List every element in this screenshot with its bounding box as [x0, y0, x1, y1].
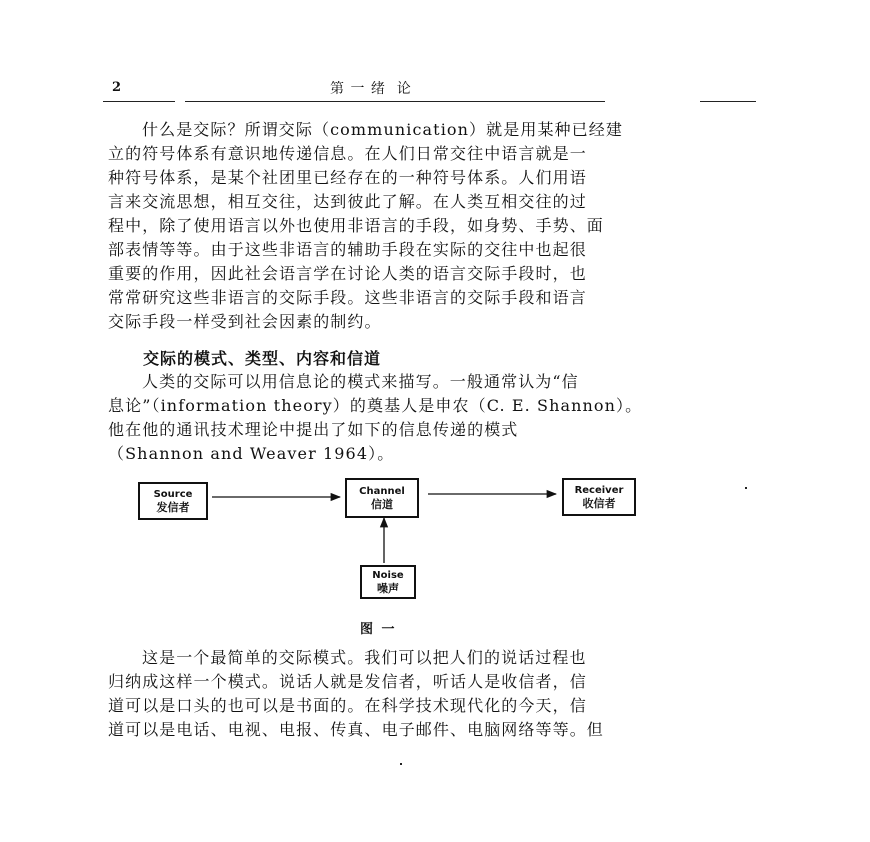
- figure-caption: 图 一: [360, 622, 397, 637]
- channel-box: [345, 478, 419, 518]
- page-number: 2: [112, 80, 122, 95]
- receiver-label-zh: 收信者: [582, 497, 616, 510]
- paragraph-line: 重要的作用，因此社会语言学在讨论人类的语言交际手段时，也: [108, 264, 587, 283]
- paragraph-line: 程中，除了使用语言以外也使用非语言的手段，如身势、手势、面: [108, 216, 604, 235]
- receiver-box: [562, 478, 636, 516]
- scan-speck: [400, 763, 402, 765]
- paragraph-3: [108, 646, 604, 742]
- paragraph-line: 言来交流思想，相互交往，达到彼此了解。在人类互相交往的过: [108, 192, 587, 211]
- paragraph-line: 息论”（information theory）的奠基人是申农（C. E. Shannon）。: [108, 396, 643, 415]
- paragraph-line: 他在他的通讯技术理论中提出了如下的信息传递的模式: [108, 420, 519, 439]
- running-head: 第 一 绪 论: [330, 81, 412, 97]
- paragraph-line: 道可以是电话、电视、电报、传真、电子邮件、电脑网络等等。但: [108, 720, 604, 739]
- paragraph-line: 交际手段一样受到社会因素的制约。: [108, 312, 382, 331]
- source-box: [138, 482, 208, 520]
- scan-speck: [745, 487, 747, 489]
- paragraph-line: 种符号体系，是某个社团里已经存在的一种符号体系。人们用语: [108, 168, 587, 187]
- source-label-en: Source: [153, 489, 193, 500]
- paragraph-line: 部表情等等。由于这些非语言的辅助手段在实际的交往中也起很: [108, 240, 587, 259]
- paragraph-line: 道可以是口头的也可以是书面的。在科学技术现代化的今天，信: [108, 696, 587, 715]
- paragraph-1: [108, 118, 623, 334]
- section-heading: 交际的模式、类型、内容和信道: [143, 349, 382, 368]
- receiver-label-en: Receiver: [574, 485, 624, 496]
- paragraph-line: 这是一个最简单的交际模式。我们可以把人们的说话过程也: [142, 648, 587, 667]
- channel-label-zh: 信道: [371, 498, 393, 511]
- noise-label-en: Noise: [372, 570, 404, 581]
- paragraph-line: 人类的交际可以用信息论的模式来描写。一般通常认为“信: [142, 372, 579, 391]
- paragraph-line: 归纳成这样一个模式。说话人就是发信者，听话人是收信者，信: [108, 672, 587, 691]
- noise-label-zh: 噪声: [377, 582, 399, 595]
- paragraph-line: （Shannon and Weaver 1964）。: [108, 444, 395, 463]
- header-rule-right: [700, 101, 756, 102]
- paragraph-line: 立的符号体系有意识地传递信息。在人们日常交往中语言就是一: [108, 144, 587, 163]
- channel-label-en: Channel: [359, 486, 405, 497]
- source-label-zh: 发信者: [156, 501, 190, 514]
- paragraph-2: [108, 370, 642, 466]
- header-rule-main: [185, 101, 605, 102]
- paragraph-line: 什么是交际？所谓交际（communication）就是用某种已经建: [142, 120, 623, 139]
- paragraph-line: 常常研究这些非语言的交际手段。这些非语言的交际手段和语言: [108, 288, 587, 307]
- header-rule-left: [103, 101, 175, 102]
- noise-box: [360, 565, 416, 599]
